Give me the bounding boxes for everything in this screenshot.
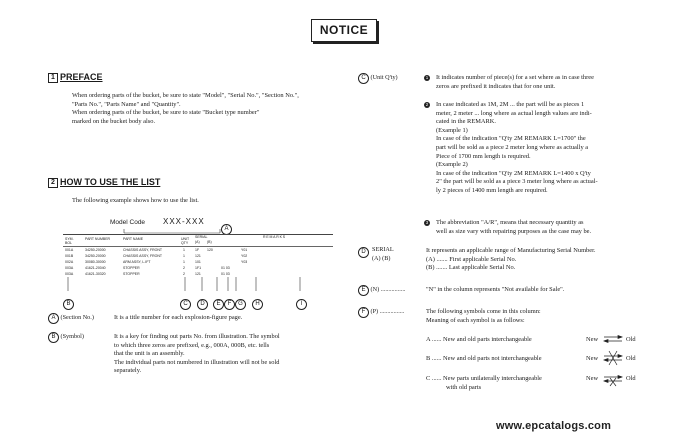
preface-number: 1: [48, 73, 58, 83]
def-b-label: B (Symbol): [48, 332, 84, 343]
symbol-row-b: B ...... New and old parts not interchangeable: [426, 355, 542, 362]
def-c-item-2: 2 In case indicated as 1M, 2M ... the part will be as pieces 1 meter, 2 meter ... long where as actual length values are indi- cated in the REMARK. (Example 1) In case of the indication "Q'ty 2M REMARK L=1700" the part will be sold as a piece 2 meter long where as actually a Piece of 1700 mm length is required. (Example 2) In case of the indication "Q'ty 2M REMARK L=1400 x Q'ty 2" the part will be sold as a piece 3 meter long where as actual- ly 2 pieces of 1400 mm length are required.: [425, 101, 598, 194]
preface-line: marked on the bucket body also.: [72, 117, 156, 125]
table-cell: 41621-20040: [85, 266, 106, 270]
howto-title: HOW TO USE THE LIST: [60, 177, 161, 187]
model-code-value: XXX-XXX: [163, 217, 205, 226]
table-cell: 41621-30320: [85, 272, 106, 276]
table-cell: Y03: [241, 260, 248, 264]
table-cell: 121: [195, 272, 201, 276]
table-cell: CHASSIS ASSY, FRONT: [123, 254, 163, 258]
col-sym: SYM. BOL: [65, 237, 74, 246]
callout-c: C: [180, 292, 191, 310]
howto-heading: [48, 177, 160, 188]
col-serial-b: (B): [207, 240, 212, 244]
table-cell: 30080-30000: [85, 260, 106, 264]
symbol-c-old: Old: [626, 375, 636, 382]
def-e-label: E (N) ................: [358, 285, 405, 296]
table-cell: CHASSIS ASSY, FRONT: [123, 248, 163, 252]
table-cell: 1: [183, 254, 185, 258]
interchangeable-symbol-icon: [603, 333, 623, 345]
model-code-label: Model Code: [110, 219, 146, 226]
def-c-item-1: 1 It indicates number of piece(s) for a set where as in case three zeros are prefixed it indicates that for one unit.: [425, 74, 594, 90]
table-cell: 2: [183, 266, 185, 270]
def-d-label: D: [358, 247, 369, 258]
col-part-number: PART NUMBER: [85, 237, 111, 241]
def-c-label: C (Unit Q'ty): [358, 73, 398, 84]
table-row: 001A: [65, 248, 74, 252]
callout-a: A: [221, 217, 232, 235]
table-cell: 121: [195, 254, 201, 258]
notice-title: NOTICE: [311, 19, 377, 42]
table-cell: 1: [183, 260, 185, 264]
table-cell: Y02: [241, 254, 248, 258]
preface-line: When ordering parts of the bucket, be sure to state "Bucket type number": [72, 109, 260, 117]
symbol-a-old: Old: [626, 336, 636, 343]
callout-d: D: [197, 292, 208, 310]
table-cell: STOPPER: [123, 272, 140, 276]
callout-f: F: [224, 292, 235, 310]
symbol-a-new: New: [586, 336, 599, 343]
callout-b: B: [63, 292, 74, 310]
def-e-text: "N" in the column represents "Not available for Sale".: [426, 286, 565, 293]
col-part-name: PART NAME: [123, 237, 144, 241]
callout-e: E: [213, 292, 224, 310]
unilateral-symbol-icon: [603, 370, 623, 388]
table-cell: STOPPER: [123, 266, 140, 270]
table-cell: 003A: [65, 272, 74, 276]
watermark: www.epcatalogs.com: [496, 420, 612, 432]
def-d-text: It represents an applicable range of Manufacturing Serial Number. (A) ....... First applicable Serial No. (B) ....... Last applicable Serial No.: [426, 247, 596, 272]
def-b-text: It is a key for finding out parts No. from illustration. The symbol to which three zeros are prefixed, e.g., 000A, 000B, etc. tells that the unit is an assembly. The individual parts not numbered in illustration will not be sold separately.: [114, 333, 280, 375]
table-cell: 34250-20000: [85, 248, 106, 252]
preface-line: When ordering parts of the bucket, be sure to state "Model", "Serial No.", "Section No.",: [72, 92, 299, 99]
def-a-label: A (Section No.): [48, 313, 94, 324]
symbol-c-new: New: [586, 375, 599, 382]
preface-line: "Parts No.", "Parts Name" and "Quantity".: [72, 100, 181, 108]
callout-lines: [60, 225, 320, 295]
symbol-b-new: New: [586, 355, 599, 362]
table-cell: ARM ASSY, L.IFT: [123, 260, 151, 264]
howto-number: 2: [48, 178, 58, 188]
def-c-item-3: 3 The abbreviation "A/R", means that necessary quantity as well as size vary with repairing purposes as the case may be.: [425, 219, 592, 235]
col-unit-qty: UNIT QTY: [181, 237, 190, 246]
symbol-row-c: C ...... New parts unilaterally interchangeable with old parts: [426, 375, 542, 391]
table-cell: 01 03: [221, 272, 230, 276]
table-cell: 2: [183, 272, 185, 276]
callout-i: I: [296, 292, 307, 310]
table-cell: 120: [207, 248, 213, 252]
table-cell: 101: [195, 260, 201, 264]
table-cell: 1: [183, 248, 185, 252]
symbol-row-a: A ...... New and old parts interchangeable: [426, 336, 532, 343]
def-f-text: The following symbols come in this column: Meaning of each symbol is as follows:: [426, 308, 541, 324]
preface-heading: [48, 72, 103, 83]
def-d-term: SERIAL (A) (B): [372, 246, 394, 262]
table-cell: 34250-20000: [85, 254, 106, 258]
col-serial-a: (A): [195, 240, 200, 244]
def-a-text: It is a title number for each explosion-figure page.: [114, 314, 243, 321]
table-cell: Y01: [241, 248, 248, 252]
callout-h: H: [252, 292, 263, 310]
table-cell: 1F: [195, 248, 200, 252]
table-cell: 002A: [65, 260, 74, 264]
table-cell: 1F1: [195, 266, 202, 270]
table-cell: 003A: [65, 266, 74, 270]
col-serial: SERIAL: [195, 235, 208, 239]
col-remarks: REMARKS: [263, 235, 286, 239]
def-f-label: F (P) ................: [358, 307, 404, 318]
table-cell: 01 03: [221, 266, 230, 270]
preface-text: [72, 92, 342, 126]
not-interchangeable-symbol-icon: [603, 349, 623, 367]
table-cell: 001B: [65, 254, 74, 258]
symbol-b-old: Old: [626, 355, 636, 362]
preface-title: PREFACE: [60, 72, 103, 82]
howto-intro: The following example shows how to use the list.: [72, 197, 199, 204]
callout-g: G: [235, 292, 246, 310]
